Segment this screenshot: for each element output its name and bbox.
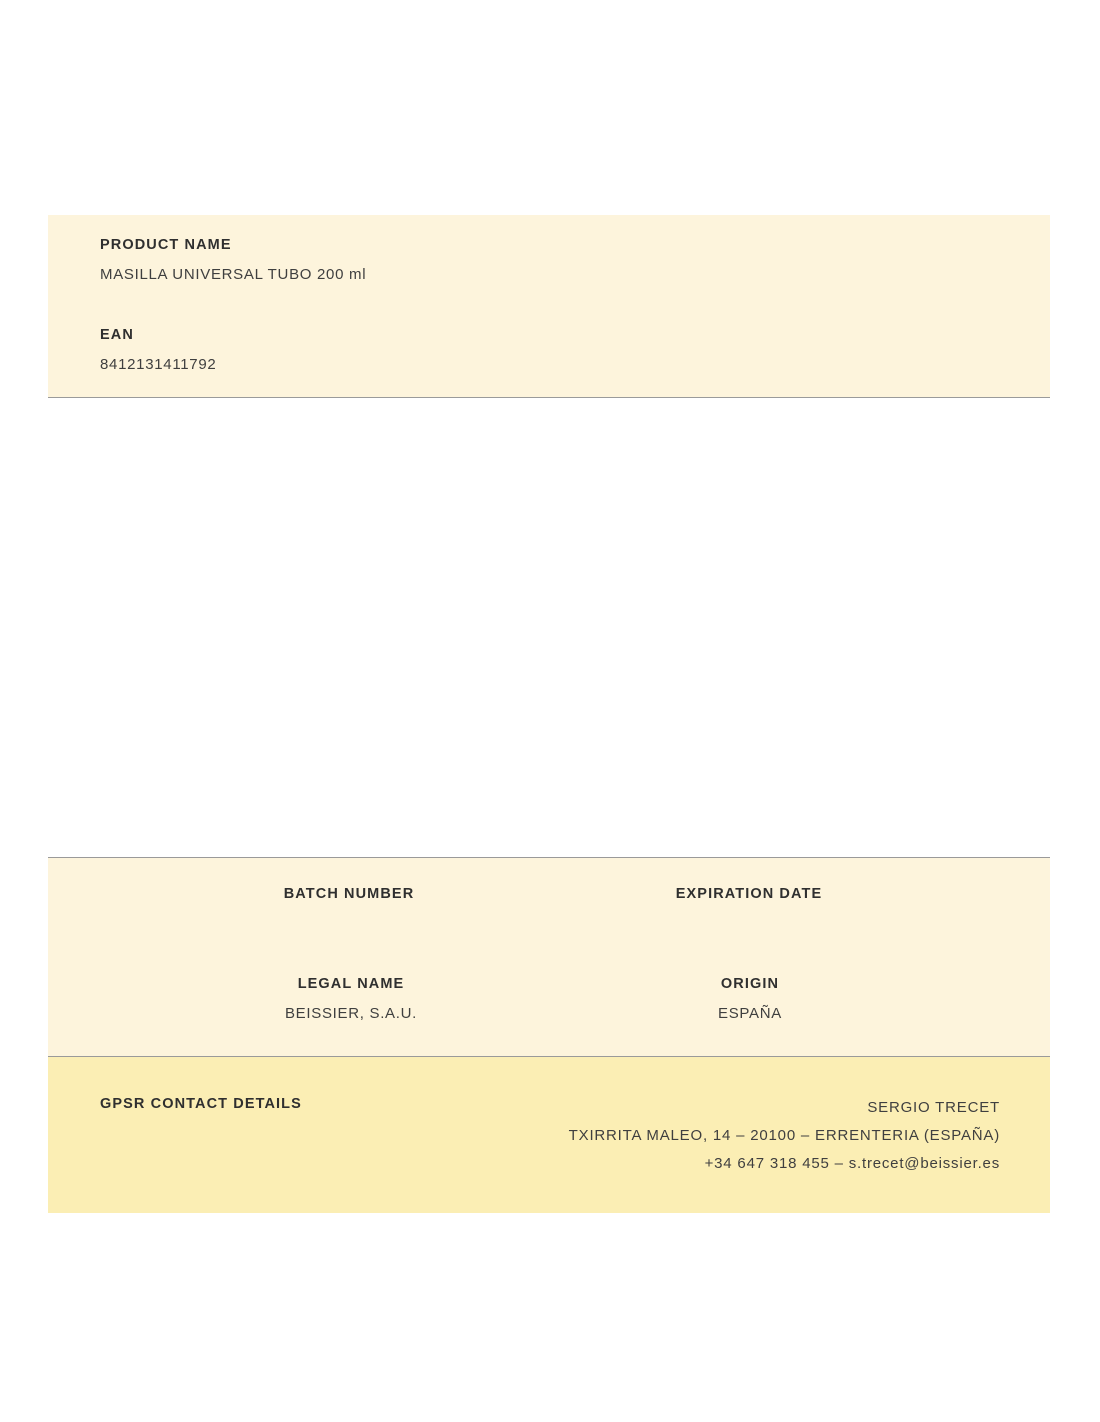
legal-name-label: LEGAL NAME — [297, 976, 405, 992]
legal-name-value: BEISSIER, S.A.U. — [284, 1005, 418, 1022]
gpsr-contact-address: TXIRRITA MALEO, 14 – 20100 – ERRENTERIA (ESPAÑA) — [568, 1127, 1000, 1144]
batch-legal-panel — [48, 857, 1050, 1057]
gpsr-contact-lines — [569, 1094, 1000, 1178]
ean-value: 8412131411792 — [100, 356, 217, 373]
gpsr-contact-name: SERGIO TRECET — [867, 1099, 1000, 1116]
product-name-value: MASILLA UNIVERSAL TUBO 200 ml — [100, 266, 367, 283]
blank-content-area — [48, 398, 1050, 856]
gpsr-contact-panel — [48, 1057, 1050, 1213]
expiration-date-label: EXPIRATION DATE — [675, 886, 823, 902]
origin-label: ORIGIN — [720, 976, 780, 992]
product-name-label: PRODUCT NAME — [100, 237, 232, 253]
batch-number-label: BATCH NUMBER — [283, 886, 415, 902]
origin-value: ESPAÑA — [718, 1005, 782, 1022]
gpsr-contact-details-label: GPSR CONTACT DETAILS — [100, 1096, 302, 1112]
product-info-panel — [48, 215, 1050, 398]
ean-label: EAN — [100, 327, 134, 343]
gpsr-contact-phone-email: +34 647 318 455 – s.trecet@beissier.es — [704, 1155, 1000, 1172]
